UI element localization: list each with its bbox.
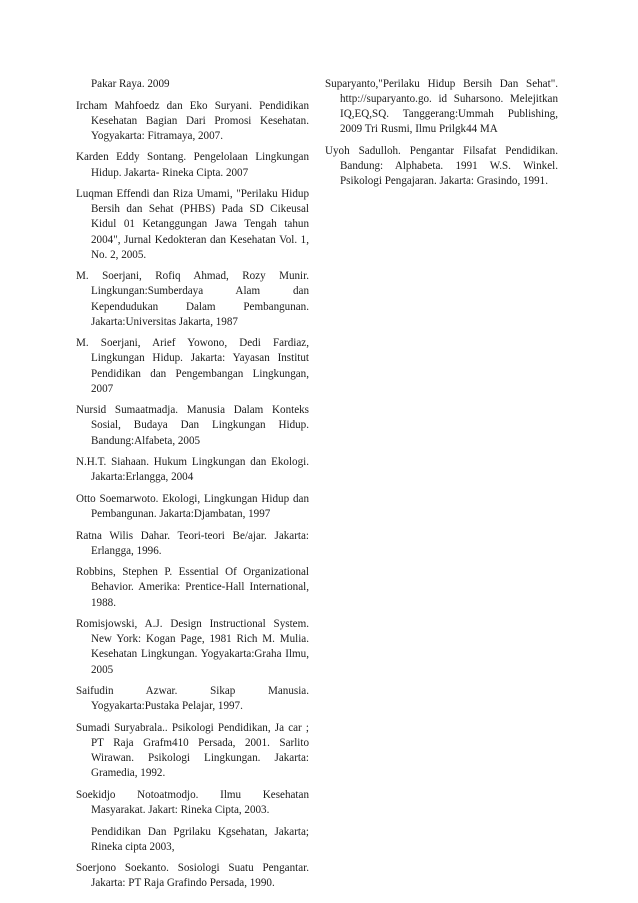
- reference-entry: Robbins, Stephen P. Essential Of Organizational Behavior. Amerika: Prentice-Hall International, 1988.: [76, 566, 309, 609]
- reference-entry: Romisjowski, A.J. Design Instructional System. New York: Kogan Page, 1981 Rich M. Mulia. Kesehatan Lingkungan. Yogyakarta:Graha Ilmu, 2005: [76, 618, 309, 676]
- reference-entry: N.H.T. Siahaan. Hukum Lingkungan dan Ekologi. Jakarta:Erlangga, 2004: [76, 456, 309, 484]
- reference-entry: Sumadi Suryabrala.. Psikologi Pendidikan, Ja car ; PT Raja Grafm410 Persada, 2001. Sarlito Wirawan. Psikologi Lingkungan. Jakarta: Gramedia, 1992.: [76, 721, 309, 780]
- reference-entry: M. Soerjani, Arief Yowono, Dedi Fardiaz, Lingkungan Hidup. Jakarta: Yayasan Institut Pendidikan dan Pengembangan Lingkungan, 2007: [76, 337, 309, 395]
- references-left-column: [76, 77, 309, 898]
- reference-entry: Soerjono Soekanto. Sosiologi Suatu Pengantar. Jakarta: PT Raja Grafindo Persada, 1990.: [76, 862, 309, 890]
- references-right-column: [325, 77, 558, 196]
- reference-entry: Uyoh Sadulloh. Pengantar Filsafat Pendidikan. Bandung: Alphabeta. 1991 W.S. Winkel. Psikologi Pengajaran. Jakarta: Grasindo, 1991.: [325, 145, 558, 188]
- reference-entry: Ratna Wilis Dahar. Teori-teori Be/ajar. Jakarta: Erlangga, 1996.: [76, 529, 309, 557]
- reference-entry: Suparyanto,"Perilaku Hidup Bersih Dan Sehat". http://suparyanto.go. id Suharsono. Melejitkan IQ,EQ,SQ. Tanggerang:Ummah Publishing, 2009 Tri Rusmi, Ilmu Prilgk44 MA: [325, 78, 558, 136]
- reference-entry: Nursid Sumaatmadja. Manusia Dalam Konteks Sosial, Budaya Dan Lingkungan Hidup. Bandung:Alfabeta, 2005: [76, 404, 309, 447]
- reference-entry: M. Soerjani, Rofiq Ahmad, Rozy Munir. Lingkungan:Sumberdaya Alam dan Kependudukan Dalam Pembangunan. Jakarta:Universitas Jakarta, 1987: [76, 270, 309, 328]
- reference-entry-continuation: Pendidikan Dan Pgrilaku Kgsehatan, Jakarta; Rineka cipta 2003,: [91, 825, 309, 853]
- reference-entry: Saifudin Azwar. Sikap Manusia. Yogyakarta:Pustaka Pelajar, 1997.: [76, 685, 309, 713]
- reference-entry: Otto Soemarwoto. Ekologi, Lingkungan Hidup dan Pembangunan. Jakarta:Djambatan, 1997: [76, 492, 309, 521]
- reference-entry: Karden Eddy Sontang. Pengelolaan Lingkungan Hidup. Jakarta- Rineka Cipta. 2007: [76, 151, 309, 179]
- reference-entry: Pakar Raya. 2009: [91, 78, 170, 90]
- reference-entry: Ircham Mahfoedz dan Eko Suryani. Pendidikan Kesehatan Bagian Dari Promosi Kesehatan. Yogyakarta: Fitramaya, 2007.: [76, 99, 309, 142]
- reference-entry: Luqman Effendi dan Riza Umami, "Perilaku Hidup Bersih dan Sehat (PHBS) Pada SD Cikeusal Kidul 01 Ketanggungan Jawa Tengah tahun 2004", Jurnal Kedokteran dan Kesehatan Vol. 1, No. 2, 2005.: [76, 188, 309, 261]
- reference-entry: Soekidjo Notoatmodjo. Ilmu Kesehatan Masyarakat. Jakart: Rineka Cipta, 2003.: [76, 788, 309, 817]
